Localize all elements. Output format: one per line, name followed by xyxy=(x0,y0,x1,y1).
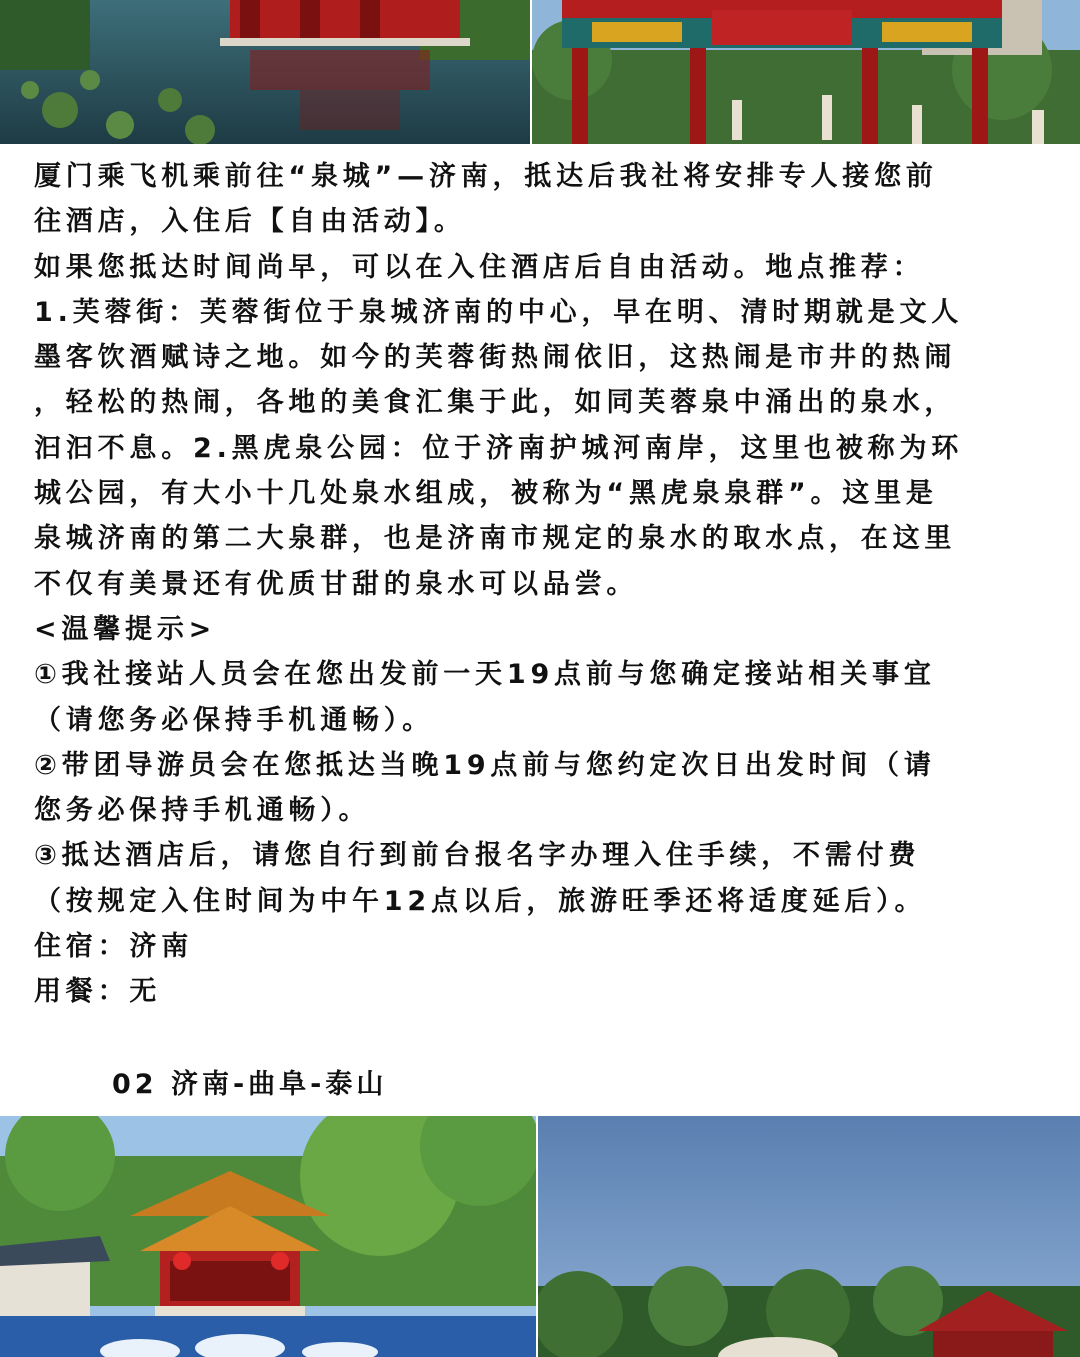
text-line: 往酒店，入住后【自由活动】。 xyxy=(34,206,466,238)
text-line: 墨客饮酒赋诗之地。如今的芙蓉街热闹依旧，这热闹是市井的热闹 xyxy=(34,342,957,374)
itinerary-text xyxy=(34,154,1064,1015)
text-line: 泉城济南的第二大泉群，也是济南市规定的泉水的取水点，在这里 xyxy=(34,523,957,555)
tip-line: ②带团导游员会在您抵达当晚19点前与您约定次日出发时间（请 xyxy=(34,749,936,781)
text-line: 不仅有美景还有优质甘甜的泉水可以品尝。 xyxy=(34,568,639,600)
tips-heading: <温馨提示> xyxy=(34,613,217,645)
tip-line: ③抵达酒店后，请您自行到前台报名字办理入住手续，不需付费 xyxy=(34,840,921,872)
text-line: 厦门乘飞机乘前往“泉城”—济南，抵达后我社将安排专人接您前 xyxy=(34,161,938,192)
tip-line: （请您务必保持手机通畅）。 xyxy=(34,704,434,736)
text-line: ，轻松的热闹，各地的美食汇集于此，如同芙蓉泉中涌出的泉水， xyxy=(34,387,957,419)
day-2-title: 02 济南-曲阜-泰山 xyxy=(112,1069,388,1100)
accommodation-line: 住宿：济南 xyxy=(34,931,193,963)
photo-spring-pavilion xyxy=(0,1116,536,1357)
text-line: 城公园，有大小十几处泉水组成，被称为“黑虎泉泉群”。这里是 xyxy=(34,478,938,510)
tip-line: 您务必保持手机通畅）。 xyxy=(34,795,371,827)
tip-line: ①我社接站人员会在您出发前一天19点前与您确定接站相关事宜 xyxy=(34,659,936,691)
text-line: 1.芙蓉街：芙蓉街位于泉城济南的中心，早在明、清时期就是文人 xyxy=(34,296,964,328)
tip-line: （按规定入住时间为中午12点以后，旅游旺季还将适度延后）。 xyxy=(34,885,927,917)
photo-red-archway xyxy=(532,0,1080,144)
text-line: 汩汩不息。2.黑虎泉公园：位于济南护城河南岸，这里也被称为环 xyxy=(34,432,964,464)
photo-pavilion-pond xyxy=(0,0,530,144)
meals-line: 用餐：无 xyxy=(34,976,162,1008)
photo-park-willows xyxy=(538,1116,1080,1357)
text-line: 如果您抵达时间尚早，可以在入住酒店后自由活动。地点推荐： xyxy=(34,251,925,283)
